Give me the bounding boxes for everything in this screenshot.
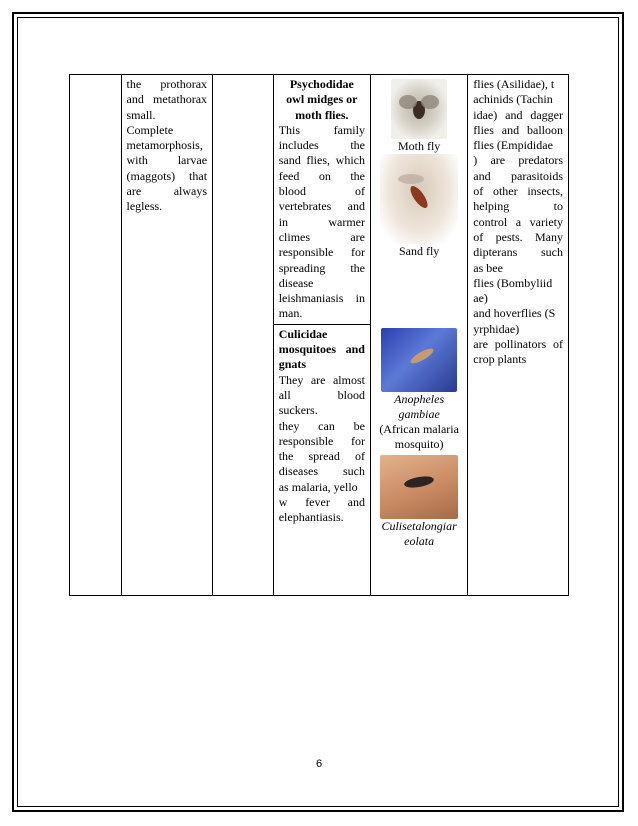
family-title: Psychodidae	[289, 77, 354, 91]
text-line: climes are	[278, 229, 365, 244]
text-line: the spread of	[278, 449, 365, 464]
text-line: flies and balloon	[473, 122, 563, 137]
text-line: vertebrates and	[278, 199, 365, 214]
text-line: they can be	[278, 418, 365, 433]
characteristics-cell	[121, 75, 213, 596]
family-title: gnats	[278, 357, 307, 372]
images-cell	[370, 75, 467, 596]
text-line: and parasitoids	[473, 168, 563, 183]
anopheles-caption: Anopheles	[394, 391, 445, 406]
text-line: flies (Empididae	[473, 138, 553, 153]
family-title: Culicidae	[278, 326, 328, 341]
text-line: leishmaniasis in	[278, 291, 365, 306]
empty-cell-order	[70, 75, 122, 596]
empty-cell	[213, 75, 274, 596]
text-line: They are almost	[278, 372, 365, 387]
text-line: the prothorax	[126, 77, 208, 91]
text-line: (maggots) that	[126, 168, 208, 183]
text-line: with larvae	[126, 153, 208, 168]
anopheles-photo-icon	[381, 328, 457, 392]
sand-fly-caption: Sand fly	[398, 244, 440, 259]
page-number: 6	[315, 758, 323, 770]
culiseta-photo-icon	[380, 455, 458, 519]
text-line: control a variety	[473, 214, 563, 229]
text-line: w fever and	[278, 495, 365, 510]
text-line: Complete	[126, 122, 174, 137]
text-line: in warmer	[278, 214, 365, 229]
sand-fly-photo-icon	[380, 154, 458, 244]
table-row	[70, 75, 569, 325]
moth-fly-caption: Moth fly	[397, 139, 441, 153]
text-line: metamorphosis,	[126, 138, 203, 153]
text-line: of other insects,	[473, 184, 563, 199]
text-line: man.	[278, 306, 303, 321]
text-line: diseases such	[278, 464, 365, 479]
text-line: blood of	[278, 184, 365, 199]
psychodidae-cell	[273, 75, 370, 325]
culicidae-cell	[273, 324, 370, 595]
family-title: moth flies.	[295, 107, 349, 122]
text-line: of pests. Many	[473, 229, 563, 244]
text-line: and metathorax	[126, 92, 208, 107]
text-line: helping to	[473, 199, 563, 214]
text-line: ) are predators	[473, 153, 563, 168]
text-line: ae)	[473, 291, 488, 306]
ecology-cell	[468, 75, 569, 596]
text-line: as bee	[473, 260, 503, 275]
text-line: legless.	[126, 199, 163, 214]
text-line: and hoverflies (S	[473, 306, 556, 321]
text-line: all blood	[278, 387, 365, 402]
family-title: owl midges or	[286, 92, 358, 107]
text-line: suckers.	[278, 403, 318, 418]
text-line: responsible for	[278, 433, 365, 448]
text-line: as malaria, yello	[278, 479, 358, 494]
text-line: idae) and dagger	[473, 107, 563, 122]
anopheles-caption: gambiae	[398, 406, 440, 421]
text-line: yrphidae)	[473, 321, 520, 336]
text-line: elephantiasis.	[278, 510, 344, 525]
culiseta-caption: Culisetalongiar	[381, 518, 457, 533]
text-line: feed on the	[278, 168, 365, 183]
text-line: This family	[278, 122, 365, 137]
text-line: disease	[278, 275, 314, 290]
text-line: crop plants	[473, 352, 527, 367]
text-line: spreading the	[278, 260, 365, 275]
text-line: dipterans such	[473, 245, 563, 260]
insect-orders-table	[69, 74, 569, 596]
moth-fly-photo-icon	[391, 79, 447, 139]
text-line: achinids (Tachin	[473, 92, 553, 107]
text-line: flies (Asilidae), t	[473, 77, 555, 91]
text-line: responsible for	[278, 245, 365, 260]
text-line: are always	[126, 184, 208, 199]
anopheles-common-name: mosquito)	[394, 437, 444, 452]
text-line: sand flies, which	[278, 153, 365, 168]
text-line: flies (Bombyliid	[473, 275, 553, 290]
culiseta-caption: eolata	[404, 534, 435, 549]
anopheles-common-name: (African malaria	[379, 422, 459, 437]
text-line: are pollinators of	[473, 337, 563, 352]
family-title: mosquitoes and	[278, 342, 365, 357]
text-line: includes the	[278, 138, 365, 153]
text-line: small.	[126, 107, 156, 122]
